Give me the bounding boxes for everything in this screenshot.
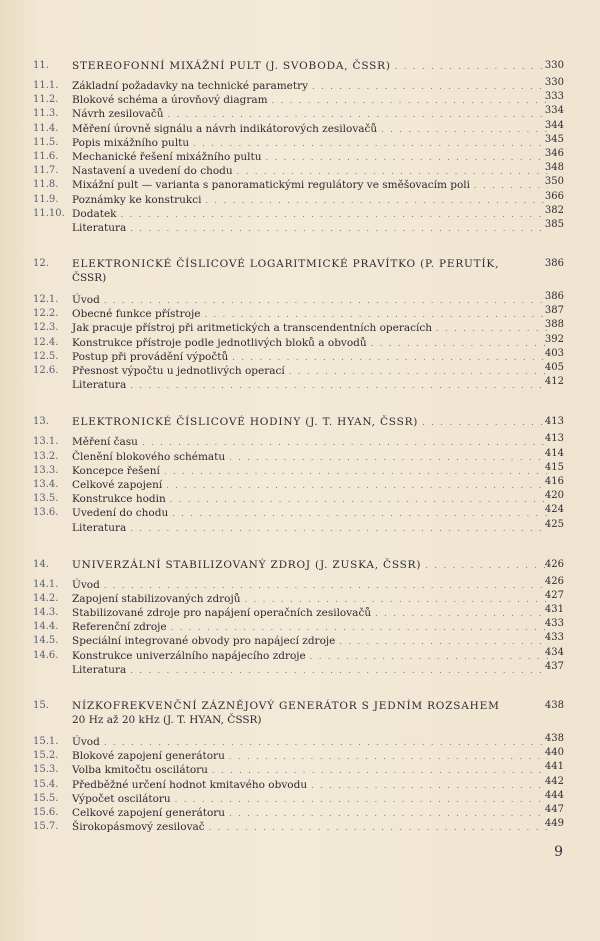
toc-entry: [0, 820, 600, 834]
leader-dots: [142, 436, 548, 450]
section-title: [72, 164, 552, 179]
leader-dots: [164, 465, 548, 479]
section-title: [72, 464, 552, 479]
section-page: 382: [544, 204, 564, 216]
section-page: 388: [544, 319, 564, 331]
leader-dots: [371, 337, 548, 351]
section-title-text: Literatura: [72, 663, 127, 676]
leader-dots: [265, 151, 548, 165]
leader-dots: [395, 59, 548, 75]
toc-entry: [0, 190, 600, 207]
section-title: [72, 122, 552, 137]
section-page: 413: [544, 433, 564, 445]
section-title-text: Uvedení do chodu: [72, 507, 169, 520]
leader-dots: [104, 579, 548, 593]
section-number: 11.1.: [33, 80, 59, 91]
section-title-text: Blokové zapojení generátoru: [72, 750, 225, 763]
section-title-text: Předběžné určení hodnot kmitavého obvodu: [72, 778, 308, 791]
toc-entry: [0, 749, 600, 763]
section-page: 334: [544, 105, 564, 117]
section-title: [72, 634, 552, 649]
leader-dots: [237, 165, 548, 179]
section-title-text: Konstrukce přístroje podle jednotlivých bloků a obvodů: [72, 336, 367, 349]
section-number: 11.10.: [33, 207, 65, 219]
section-title: [72, 735, 552, 750]
section-title-text: Měření úrovně signálu a návrh indikátorových zesilovačů: [72, 122, 378, 135]
section-page: 405: [544, 362, 564, 373]
leader-dots: [172, 507, 548, 521]
section-title-text: Základní požadavky na technické parametry: [72, 80, 309, 92]
toc-entry: [0, 293, 600, 307]
section-page: 350: [544, 176, 564, 188]
chapter-heading: [0, 257, 600, 287]
chapter-title-text: ELEKTRONICKÉ ČÍSLICOVÉ HODINY (J. T. HYAN, ČSSR): [72, 416, 419, 429]
section-title-text: Blokové schéma a úrovňový diagram: [72, 94, 268, 107]
toc-entry: [0, 133, 600, 150]
section-number: 14.5.: [33, 635, 59, 647]
section-number: 12.2.: [33, 308, 59, 320]
leader-dots: [229, 451, 548, 465]
section-number: 12.4.: [33, 336, 59, 348]
section-title-text: Úvod: [72, 294, 100, 307]
toc-entry: [0, 475, 600, 492]
section-number: 15.2.: [33, 750, 59, 762]
section-title: [72, 79, 552, 94]
leader-dots: [312, 80, 548, 94]
section-number: 13.6.: [33, 507, 59, 519]
section-number: 15.4.: [33, 778, 59, 790]
section-number: 13.5.: [33, 493, 59, 505]
chapter-title-line2: 20 Hz až 20 kHz (J. T. HYAN, ČSSR): [72, 714, 262, 726]
section-title: [72, 364, 552, 379]
toc-literature: [0, 378, 600, 392]
section-number: 11.7.: [33, 165, 59, 177]
chapter-number: 13.: [33, 416, 49, 428]
toc-entry: [0, 164, 600, 178]
leader-dots: [474, 179, 548, 193]
toc-chapter: [0, 557, 600, 677]
leader-dots: [168, 108, 548, 122]
chapter-heading: [0, 414, 600, 430]
toc-entry: [0, 620, 600, 634]
section-title-text: Konstrukce univerzálního napájecího zdroje: [72, 649, 306, 662]
section-number: 12.6.: [33, 365, 59, 376]
toc-entry: [0, 107, 600, 121]
section-title: [72, 221, 552, 236]
toc-literature: [0, 218, 600, 235]
section-title: [72, 649, 552, 664]
toc-literature: [0, 518, 600, 535]
section-page: 412: [544, 376, 564, 388]
section-page: 385: [544, 218, 564, 230]
section-number: 11.4.: [33, 122, 59, 134]
section-number: 15.7.: [33, 821, 59, 833]
leader-dots: [212, 764, 548, 778]
toc-entry: [0, 789, 600, 806]
section-page: 348: [544, 162, 564, 174]
section-title-text: Přesnost výpočtu u jednotlivých operací: [72, 365, 285, 377]
toc-entry: [0, 147, 600, 164]
table-of-contents: [0, 58, 600, 856]
chapter-number: 12.: [33, 258, 49, 270]
section-title: [72, 820, 552, 835]
chapter-title: [72, 557, 552, 574]
leader-dots: [232, 351, 548, 365]
section-title: [72, 107, 552, 122]
section-page: 416: [544, 475, 564, 487]
section-title-text: Konstrukce hodin: [72, 493, 166, 506]
section-title-text: Poznámky ke konstrukci: [72, 193, 202, 206]
toc-entry: [0, 307, 600, 321]
section-title: [72, 378, 552, 393]
leader-dots: [166, 479, 548, 493]
section-number: 15.1.: [33, 736, 59, 747]
section-page: 424: [544, 504, 564, 516]
section-title: [72, 435, 552, 450]
section-page: 440: [544, 747, 564, 759]
leader-dots: [130, 379, 548, 393]
section-title: [72, 193, 552, 208]
leader-dots: [272, 94, 548, 108]
section-number: 14.1.: [33, 578, 59, 590]
section-number: 11.6.: [33, 150, 59, 162]
leader-dots: [130, 522, 548, 536]
section-page: 387: [544, 305, 564, 317]
section-title: [72, 506, 552, 521]
section-title-text: Zapojení stabilizovaných zdrojů: [72, 592, 241, 605]
leader-dots: [229, 807, 548, 821]
toc-entry: [0, 589, 600, 606]
section-title-text: Jak pracuje přístroj při aritmetických a transcendentních operacích: [72, 322, 432, 335]
section-title-text: Celkové zapojení: [72, 478, 163, 491]
page-number: 9: [554, 844, 563, 860]
toc-entry: [0, 347, 600, 364]
leader-dots: [175, 793, 548, 807]
section-page: 444: [544, 789, 564, 801]
section-number: 13.3.: [33, 464, 59, 476]
toc-entry: [0, 461, 600, 478]
section-number: 15.6.: [33, 806, 59, 818]
section-page: 420: [544, 490, 564, 502]
section-number: 14.3.: [33, 607, 59, 619]
toc-entry: [0, 178, 600, 192]
section-number: 15.5.: [33, 792, 59, 804]
section-page: 392: [544, 333, 564, 345]
section-number: 14.2.: [33, 592, 59, 604]
section-title: [72, 136, 552, 151]
section-number: 11.9.: [33, 193, 59, 205]
section-page: 433: [544, 618, 564, 630]
section-title-text: Volba kmitočtu oscilátoru: [72, 764, 208, 777]
leader-dots: [130, 222, 548, 236]
chapter-number: 11.: [33, 60, 49, 71]
section-page: 437: [544, 660, 564, 672]
section-title: [72, 207, 552, 222]
leader-dots: [193, 137, 548, 151]
section-title-text: Úvod: [72, 578, 100, 591]
section-title-text: Referenční zdroje: [72, 621, 167, 634]
chapter-heading: [0, 557, 600, 573]
section-title-text: Speciální integrované obvody pro napájecí zdroje: [72, 635, 336, 648]
section-title: [72, 492, 552, 507]
section-page: 345: [544, 133, 564, 145]
section-title: [72, 749, 552, 764]
leader-dots: [204, 308, 548, 322]
section-title: [72, 350, 552, 365]
chapter-title-text: ELEKTRONICKÉ ČÍSLICOVÉ LOGARITMICKÉ PRAVÍTKO (P. PERUTÍK,: [72, 258, 500, 271]
section-number: 11.3.: [33, 108, 59, 120]
leader-dots: [311, 779, 548, 793]
chapter-title-line2: ČSSR): [72, 272, 107, 285]
section-title-text: Literatura: [72, 221, 127, 234]
leader-dots: [289, 365, 548, 379]
section-title: [72, 806, 552, 821]
section-page: 415: [544, 461, 564, 473]
section-title: [72, 293, 552, 308]
toc-entry: [0, 447, 600, 464]
section-title-text: Obecné funkce přístroje: [72, 308, 201, 321]
section-page: 403: [544, 347, 564, 359]
section-number: 14.6.: [33, 649, 59, 661]
toc-chapter: [0, 58, 600, 235]
chapter-title-text: NÍZKOFREKVENČNÍ ZÁZNĚJOVÝ GENERÁTOR S JEDNÍM ROZSAHEM: [72, 700, 500, 712]
section-title: [72, 620, 552, 635]
section-page: 386: [544, 291, 564, 303]
section-title-text: Mixážní pult — varianta s panoramatickými regulátory ve směšovacím poli: [72, 179, 471, 192]
section-title-text: Stabilizované zdroje pro napájení operačních zesilovačů: [72, 607, 372, 620]
toc-entry: [0, 735, 600, 749]
section-number: 11.2.: [33, 94, 59, 106]
section-title-text: Mechanické řešení mixážního pultu: [72, 150, 262, 163]
section-page: 414: [544, 447, 564, 459]
toc-chapter: [0, 414, 600, 534]
leader-dots: [375, 607, 548, 621]
toc-entry: [0, 492, 600, 506]
leader-dots: [310, 650, 548, 664]
toc-entry: [0, 506, 600, 520]
chapter-heading: [0, 58, 600, 74]
chapter-title-text: UNIVERZÁLNÍ STABILIZOVANÝ ZDROJ (J. ZUSKA, ČSSR): [72, 558, 422, 571]
section-number: 15.3.: [33, 764, 59, 776]
section-page: 438: [544, 733, 564, 744]
leader-dots: [121, 208, 548, 222]
toc-entry: [0, 321, 600, 335]
leader-dots: [130, 664, 548, 678]
chapter-title: [72, 699, 540, 727]
section-title-text: Literatura: [72, 379, 127, 392]
section-number: 12.1.: [33, 294, 59, 306]
toc-entry: [0, 634, 600, 648]
chapter-page: 330: [544, 60, 564, 71]
toc-chapter: [0, 257, 600, 392]
chapter-page: 386: [544, 258, 564, 270]
section-page: 449: [544, 818, 564, 830]
toc-chapter: [0, 699, 600, 834]
chapter-number: 15.: [33, 700, 49, 711]
section-page: 427: [544, 589, 564, 601]
section-title: [72, 321, 552, 336]
section-title-text: Celkové zapojení generátoru: [72, 806, 226, 819]
section-page: 442: [544, 775, 564, 787]
section-title: [72, 763, 552, 778]
toc-entry: [0, 646, 600, 663]
toc-entry: [0, 606, 600, 620]
section-title: [72, 450, 552, 465]
leader-dots: [339, 635, 548, 649]
section-page: 447: [544, 803, 564, 815]
toc-entry: [0, 775, 600, 792]
section-page: 333: [544, 91, 564, 103]
toc-entry: [0, 763, 600, 777]
chapter-page: 426: [544, 558, 564, 570]
chapter-title-text: STEREOFONNÍ MIXÁŽNÍ PULT (J. SVOBODA, ČSSR): [72, 60, 391, 72]
leader-dots: [229, 750, 548, 764]
section-number: 11.5.: [33, 136, 59, 148]
section-title-text: Návrh zesilovačů: [72, 108, 164, 121]
section-title-text: Literatura: [72, 521, 127, 534]
section-page: 346: [544, 147, 564, 159]
section-title-text: Dodatek: [72, 207, 117, 220]
toc-entry: [0, 119, 600, 136]
section-number: 14.4.: [33, 621, 59, 633]
section-title-text: Postup při provádění výpočtů: [72, 350, 229, 363]
chapter-page: 413: [544, 416, 564, 428]
toc-entry: [0, 204, 600, 221]
chapter-title: [72, 257, 540, 285]
leader-dots: [104, 294, 548, 308]
toc-entry: [0, 575, 600, 592]
section-title: [72, 336, 552, 351]
section-number: 13.1.: [33, 436, 59, 448]
section-title-text: Výpočet oscilátoru: [72, 792, 171, 805]
section-title: [72, 150, 552, 165]
section-title: [72, 578, 552, 593]
leader-dots: [205, 194, 548, 208]
section-number: 13.4.: [33, 478, 59, 490]
section-title: [72, 521, 552, 536]
section-number: 13.2.: [33, 450, 59, 462]
leader-dots: [436, 322, 548, 336]
section-number: 12.5.: [33, 350, 59, 362]
leader-dots: [425, 558, 548, 574]
section-title: [72, 606, 552, 621]
chapter-title: [72, 414, 552, 431]
section-title: [72, 178, 552, 193]
section-title-text: Nastavení a uvedení do chodu: [72, 165, 233, 178]
toc-entry: [0, 803, 600, 820]
leader-dots: [171, 621, 548, 635]
section-title: [72, 663, 552, 678]
section-number: 11.8.: [33, 179, 59, 191]
section-title: [72, 93, 552, 108]
section-title-text: Členění blokového schématu: [72, 450, 226, 463]
toc-entry: [0, 435, 600, 449]
section-page: 441: [544, 761, 564, 773]
section-number: 12.3.: [33, 322, 59, 334]
leader-dots: [209, 821, 548, 835]
chapter-title: [72, 58, 552, 75]
leader-dots: [245, 593, 548, 607]
section-title-text: Popis mixážního pultu: [72, 136, 190, 149]
section-title-text: Měření času: [72, 436, 138, 449]
toc-entry: [0, 79, 600, 93]
leader-dots: [104, 736, 548, 750]
toc-entry: [0, 364, 600, 378]
toc-entry: [0, 93, 600, 107]
section-title-text: Širokopásmový zesilovač: [72, 821, 205, 834]
toc-literature: [0, 660, 600, 677]
chapter-page: 438: [544, 700, 564, 711]
section-page: 431: [544, 604, 564, 616]
section-page: 434: [544, 646, 564, 658]
leader-dots: [170, 493, 548, 507]
section-title: [72, 478, 552, 493]
leader-dots: [381, 123, 548, 137]
chapter-heading: [0, 699, 600, 729]
toc-entry: [0, 333, 600, 350]
section-page: 366: [544, 190, 564, 202]
section-title: [72, 307, 552, 322]
section-title-text: Koncepce řešení: [72, 464, 160, 477]
section-title: [72, 778, 552, 793]
section-title: [72, 592, 552, 607]
section-page: 344: [544, 119, 564, 131]
section-page: 425: [544, 518, 564, 530]
leader-dots: [422, 415, 548, 431]
section-title: [72, 792, 552, 807]
section-title-text: Úvod: [72, 736, 100, 748]
section-page: 426: [544, 575, 564, 587]
chapter-number: 14.: [33, 558, 49, 570]
section-page: 433: [544, 632, 564, 644]
section-page: 330: [544, 77, 564, 88]
